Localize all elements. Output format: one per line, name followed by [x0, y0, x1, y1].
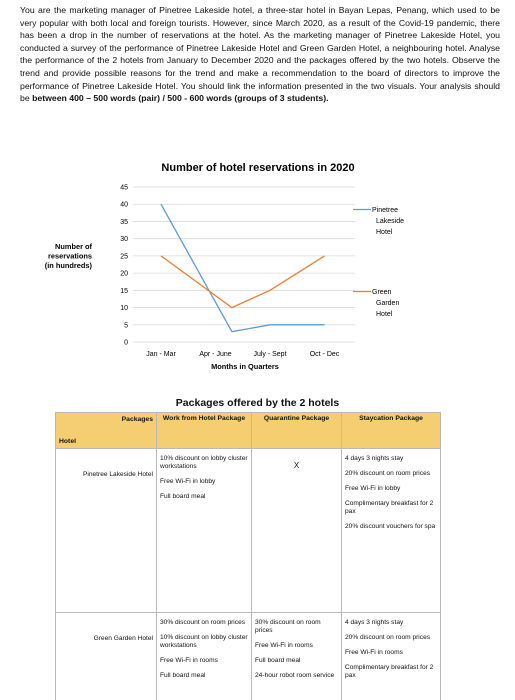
y-axis-label: [45, 242, 93, 270]
x-tick-label: Oct - Dec: [309, 351, 340, 358]
table-row: [56, 613, 441, 700]
y-tick-label: 25: [120, 253, 128, 261]
package-item: Free Wi-Fi in rooms: [160, 657, 218, 664]
table-row: [56, 449, 441, 613]
hotel-name-cell: Pinetree Lakeside Hotel: [56, 449, 157, 613]
package-item: 24-hour robot room service: [255, 672, 335, 679]
package-item: Full board meal: [160, 493, 206, 500]
legend-label: Hotel: [376, 229, 393, 236]
reservations-line-chart: [0, 152, 515, 397]
y-axis-label-line: (in hundreds): [44, 261, 92, 270]
table-corner-header: [56, 413, 157, 449]
chart-title: Number of hotel reservations in 2020: [161, 162, 355, 174]
legend-label: Green: [372, 289, 392, 296]
y-tick-label: 35: [120, 218, 128, 226]
x-tick-label: Jan - Mar: [146, 351, 176, 358]
package-item: 20% discount on room prices: [345, 470, 431, 477]
package-item: 4 days 3 nights stay: [345, 619, 404, 626]
hotel-header-label: Hotel: [59, 438, 76, 445]
legend-label: Hotel: [376, 311, 393, 318]
package-item: 10% discount on lobby cluster workstations: [160, 634, 248, 649]
table-title: Packages offered by the 2 hotels: [175, 397, 340, 409]
quarantine-cell: [252, 613, 342, 700]
package-item: 4 days 3 nights stay: [345, 455, 404, 462]
package-item: Complimentary breakfast for 2 pax: [345, 664, 434, 679]
chart-legend: [353, 207, 404, 318]
x-axis-ticks: [146, 351, 340, 358]
y-tick-label: 0: [124, 339, 128, 347]
assignment-instructions: [20, 4, 500, 105]
header-staycation: Staycation Package: [342, 413, 441, 449]
package-item: 10% discount on lobby cluster workstations: [160, 455, 248, 470]
y-tick-label: 20: [120, 270, 128, 278]
y-axis-label-line: reservations: [48, 251, 92, 261]
package-item: 30% discount on room prices: [160, 619, 246, 626]
wfh-cell: [157, 449, 252, 613]
hotel-name-cell: Green Garden Hotel: [56, 613, 157, 700]
not-offered-mark: X: [293, 461, 300, 470]
y-axis-label-line: Number of: [55, 242, 92, 251]
y-tick-label: 40: [120, 201, 128, 209]
packages-header-label: Packages: [121, 416, 153, 423]
package-item: Free Wi-Fi in lobby: [345, 485, 401, 492]
package-item: Free Wi-Fi in rooms: [255, 642, 313, 649]
package-item: Full board meal: [160, 672, 206, 679]
wfh-cell: [157, 613, 252, 700]
legend-label: Lakeside: [376, 218, 405, 225]
package-item: 20% discount vouchers for spa: [345, 523, 436, 530]
legend-label: Garden: [376, 300, 400, 307]
x-axis-label: Months in Quarters: [211, 362, 279, 371]
package-item: Complimentary breakfast for 2 pax: [345, 500, 434, 515]
packages-table: [55, 412, 441, 700]
chart-gridlines: [133, 187, 355, 342]
package-item: Free Wi-Fi in lobby: [160, 478, 216, 485]
package-item: 30% discount on room prices: [255, 619, 321, 634]
word-count-requirement: between 400 – 500 words (pair) / 500 - 600 words (groups of 3 students).: [32, 93, 329, 104]
legend-label: Pinetree: [372, 207, 399, 214]
y-tick-label: 5: [124, 322, 128, 330]
x-tick-label: July - Sept: [253, 351, 287, 358]
header-quarantine: Quarantine Package: [252, 413, 342, 449]
chart-series: [161, 204, 325, 332]
staycation-cell: [342, 449, 441, 613]
instructions-text: You are the marketing manager of Pinetree Lakeside hotel, a three-star hotel in Bayan Lepas, Penang, which used to be very popular with both local and foreign tourists. However, since March 2020, as a result of the Covid-19 pandemic, there has been a drop in the number of reservations at the hotel. As the marketing manager of Pinetree Lakeside Hotel, you conducted a survey of the performance of Pinetree Lakeside Hotel and Green Garden Hotel, a neighbouring hotel. Analyse the performance of the 2 hotels from January to December 2020 and the packages offered by the two hotels. Observe the trend and provide possible reasons for the trend and make a recommendation to the board of directors to improve the performance of Pinetree Lakeside Hotel. You should link the information presented in the two visuals. Your analysis should be: [20, 5, 500, 104]
header-work-from-hotel: Work from Hotel Package: [157, 413, 252, 449]
staycation-cell: [342, 613, 441, 700]
y-tick-label: 15: [120, 287, 128, 295]
package-item: 20% discount on room prices: [345, 634, 431, 641]
y-tick-label: 30: [120, 236, 128, 244]
quarantine-cell: [252, 449, 342, 613]
x-tick-label: Apr - June: [199, 351, 232, 358]
y-axis-ticks: [120, 185, 128, 347]
y-tick-label: 45: [120, 184, 128, 192]
y-tick-label: 10: [120, 305, 128, 313]
package-item: Full board meal: [255, 657, 301, 664]
series-line: [161, 204, 325, 332]
series-line: [161, 256, 325, 308]
package-item: Free Wi-Fi in rooms: [345, 649, 403, 656]
